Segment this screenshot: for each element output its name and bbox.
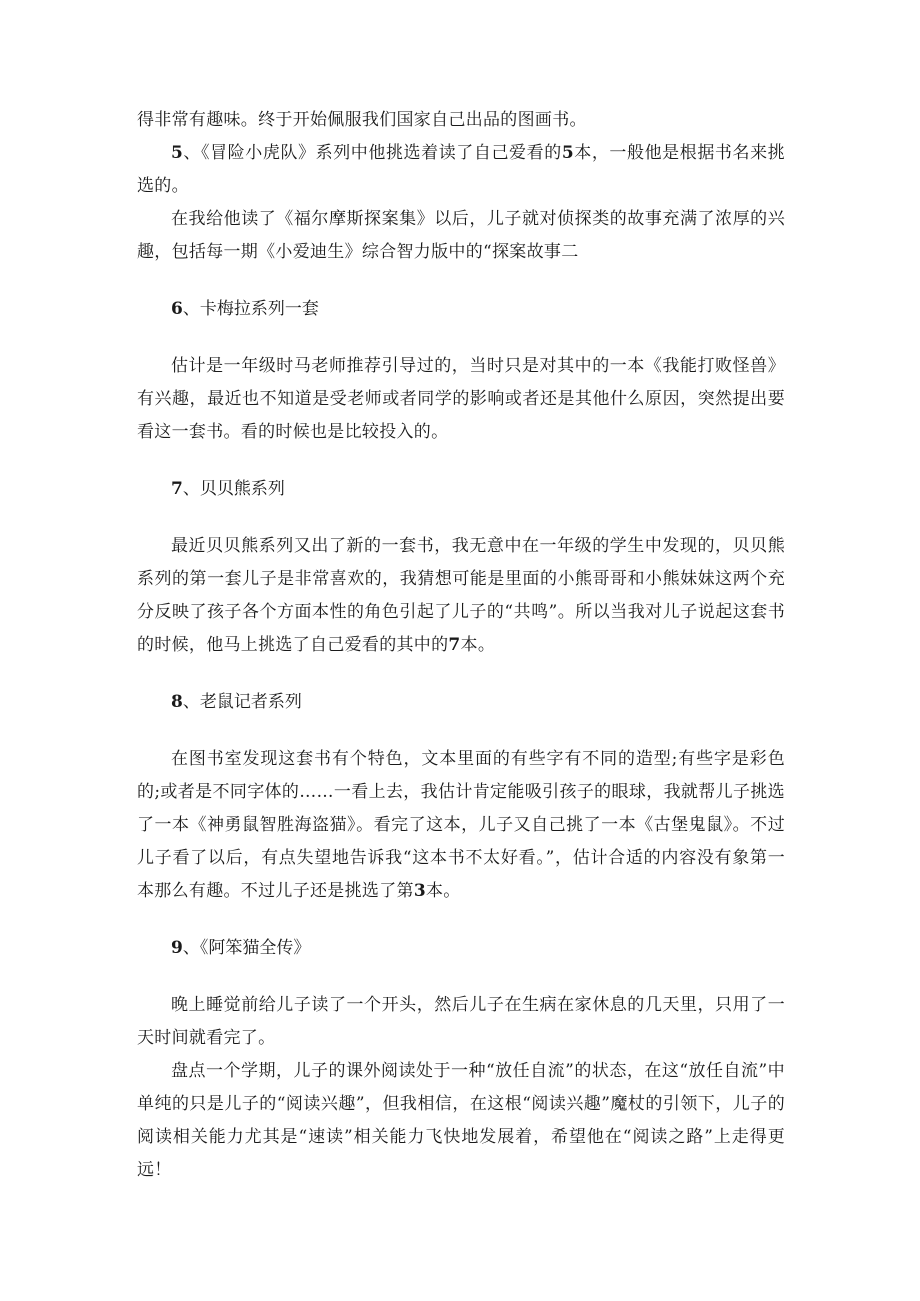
- paragraph-geronimo: [137, 743, 785, 908]
- paragraph-continuation: 得非常有趣味。终于开始佩服我们国家自己出品的图画书。: [137, 110, 587, 130]
- item-title: 、贝贝熊系列: [182, 479, 285, 499]
- book-count: 7: [448, 635, 461, 655]
- item-text: 本，一般他是根据书名来挑选的。: [137, 143, 785, 196]
- item-number: 8: [171, 692, 183, 712]
- item-title: 、卡梅拉系列一套: [182, 299, 319, 319]
- list-item-7-heading: [137, 473, 785, 506]
- list-item-9-heading: [137, 932, 785, 965]
- paragraph-detective: 在我给他读了《福尔摩斯探案集》以后，儿子就对侦探类的故事充满了浓厚的兴趣，包括每一期《小爱迪生》综合智力版中的“探案故事二: [137, 209, 785, 262]
- item-title: 、老鼠记者系列: [182, 692, 302, 712]
- item-number: 9: [171, 938, 183, 958]
- item-title: 、《阿笨猫全传》: [182, 938, 311, 958]
- paragraph-camela: 估计是一年级时马老师推荐引导过的，当时只是对其中的一本《我能打败怪兽》有兴趣，最近也不知道是受老师或者同学的影响或者还是其他什么原因，突然提出要看这一套书。看的时候也是比较投入的。: [137, 356, 785, 442]
- document-body: [137, 104, 785, 1187]
- paragraph-text: 本。: [425, 881, 461, 901]
- paragraph-text: 最近贝贝熊系列又出了新的一套书，我无意中在一年级的学生中发现的，贝贝熊系列的第一套儿子是非常喜欢的，我猜想可能是里面的小熊哥哥和小熊妹妹这两个充分反映了孩子各个方面本性的角色引起了儿子的“共鸣”。所以当我对儿子说起这套书的时候，他马上挑选了自己爱看的其中的: [137, 536, 785, 655]
- list-item-5: [137, 137, 785, 203]
- book-count: 3: [413, 881, 426, 901]
- book-count: 5: [561, 143, 574, 163]
- item-number: 7: [171, 479, 183, 499]
- paragraph-conclusion: 盘点一个学期，儿子的课外阅读处于一种“放任自流”的状态，在这“放任自流”中单纯的只是儿子的“阅读兴趣”，但我相信，在这根“阅读兴趣”魔杖的引领下，儿子的阅读相关能力尤其是“速读”相关能力飞快地发展着，希望他在“阅读之路”上走得更远！: [137, 1061, 785, 1180]
- item-number: 6: [171, 299, 183, 319]
- paragraph-text: 本。: [460, 635, 496, 655]
- paragraph-abencat: 晚上睡觉前给儿子读了一个开头，然后儿子在生病在家休息的几天里，只用了一天时间就看完了。: [137, 995, 785, 1048]
- paragraph-berenstain-bears: [137, 530, 785, 662]
- item-number: 5: [171, 143, 184, 163]
- paragraph-text: 在图书室发现这套书有个特色，文本里面的有些字有不同的造型;有些字是彩色的;或者是不同字体的……一看上去，我估计肯定能吸引孩子的眼球，我就帮儿子挑选了一本《神勇鼠智胜海盗猫》。看完了这本，儿子又自己挑了一本《古堡鬼鼠》。不过儿子看了以后，有点失望地告诉我“这本书不太好看。”，估计合适的内容没有象第一本那么有趣。不过儿子还是挑选了第: [137, 749, 785, 901]
- item-text: 、《冒险小虎队》系列中他挑选着读了自己爱看的: [183, 143, 562, 163]
- list-item-6-heading: [137, 293, 785, 326]
- list-item-8-heading: [137, 686, 785, 719]
